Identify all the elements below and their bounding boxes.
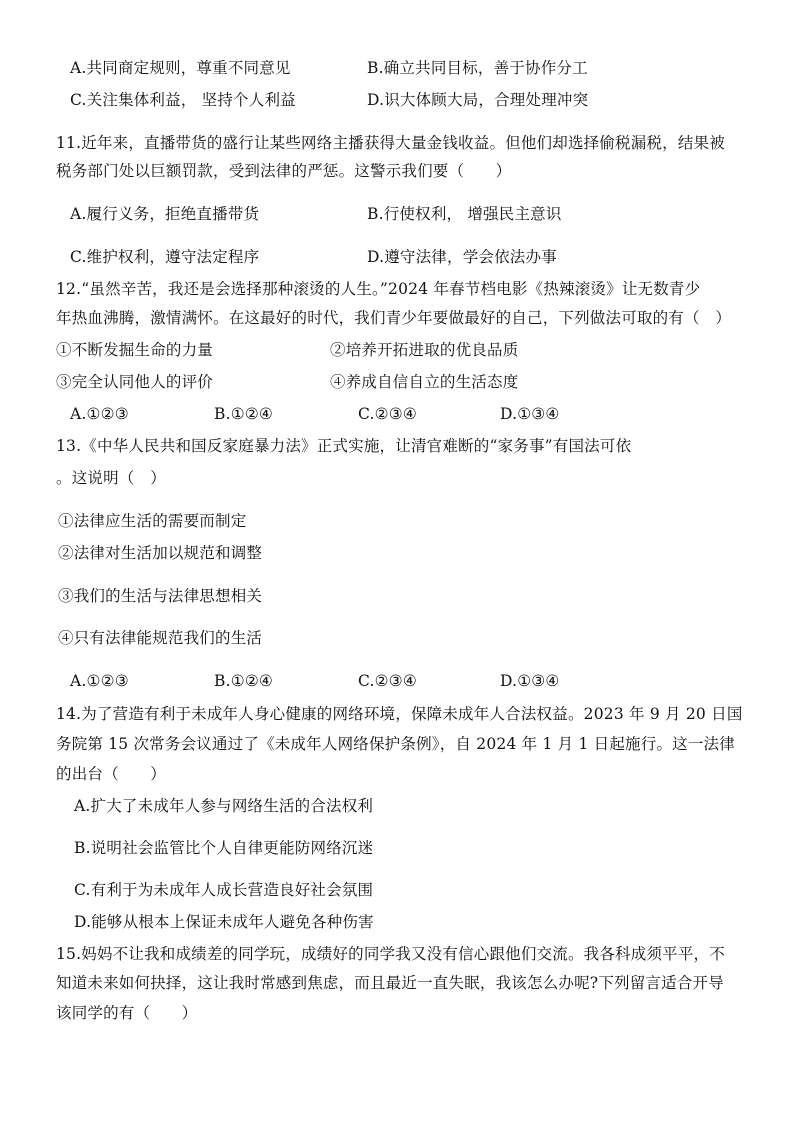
q13-option-d: D.①③④	[500, 672, 560, 690]
q13-statement-1: ①法律应生活的需要而制定	[58, 512, 247, 530]
q13-option-a: A.①②③	[70, 672, 129, 690]
q10-option-d: D.识大体顾大局，合理处理冲突	[367, 91, 589, 109]
q14-option-d: D.能够从根本上保证未成年人避免各种伤害	[74, 913, 374, 931]
q11-stem-line2: 税务部门处以巨额罚款，受到法律的严惩。这警示我们要（ ）	[56, 162, 512, 180]
q13-statement-2: ②法律对生活加以规范和调整	[58, 544, 263, 562]
q12-option-b: B.①②④	[214, 405, 274, 423]
q10-option-b: B.确立共同目标，善于协作分工	[367, 59, 588, 77]
q11-stem-line1: 11.近年来，直播带货的盛行让某些网络主播获得大量金钱收益。但他们却选择偷税漏税，结果被	[56, 134, 725, 152]
q10-option-c: C.关注集体利益， 坚持个人利益	[70, 91, 296, 109]
q14-stem-line2: 务院第 15 次常务会议通过了《未成年人网络保护条例》，自 2024 年 1 月 1 日起施行。这一法律	[56, 735, 735, 753]
q15-stem-line3: 该同学的有（ ）	[56, 1004, 198, 1022]
q13-option-c: C.②③④	[358, 672, 417, 690]
q11-option-c: C.维护权利，遵守法定程序	[70, 248, 260, 266]
q12-statement-3: ③完全认同他人的评价	[56, 373, 214, 391]
q12-option-d: D.①③④	[500, 405, 560, 423]
q11-option-a: A.履行义务，拒绝直播带货	[70, 205, 260, 223]
q14-option-b: B.说明社会监管比个人自律更能防网络沉迷	[74, 839, 374, 857]
q13-option-b: B.①②④	[214, 672, 274, 690]
q14-stem-line3: 的出台（ ）	[56, 765, 166, 783]
q12-option-a: A.①②③	[70, 405, 129, 423]
q12-statement-4: ④养成自信自立的生活态度	[330, 373, 519, 391]
q13-stem-line2: 。这说明（ ）	[56, 469, 166, 487]
q12-statement-2: ②培养开拓进取的优良品质	[330, 341, 519, 359]
q11-option-b: B.行使权利， 增强民主意识	[367, 205, 562, 223]
q15-stem-line1: 15.妈妈不让我和成绩差的同学玩，成绩好的同学我又没有信心跟他们交流。我各科成须平平，不	[56, 945, 725, 963]
q14-stem-line1: 14.为了营造有利于未成年人身心健康的网络环境，保障未成年人合法权益。2023 年 9 月 20 日国	[56, 705, 743, 723]
q12-option-c: C.②③④	[358, 405, 417, 423]
q10-option-a: A.共同商定规则，尊重不同意见	[70, 59, 291, 77]
q12-statement-1: ①不断发掘生命的力量	[56, 341, 214, 359]
q13-statement-4: ④只有法律能规范我们的生活	[58, 629, 263, 647]
q12-stem-line2: 年热血沸腾，激情满怀。在这最好的时代，我们青少年要做最好的自己，下列做法可取的有（ ）	[56, 309, 732, 327]
q11-option-d: D.遵守法律，学会依法办事	[367, 248, 557, 266]
q14-option-c: C.有利于为未成年人成长营造良好社会氛围	[74, 881, 374, 899]
q14-option-a: A.扩大了未成年人参与网络生活的合法权利	[74, 797, 374, 815]
q13-statement-3: ③我们的生活与法律思想相关	[58, 587, 263, 605]
q12-stem-line1: 12.“虽然辛苦，我还是会选择那种滚烫的人生。”2024 年春节档电影《热辣滚烫》让无数青少	[56, 280, 701, 298]
q13-stem-line1: 13.《中华人民共和国反家庭暴力法》正式实施，让清官难断的“家务事”有国法可依	[56, 437, 632, 455]
q15-stem-line2: 知道未来如何抉择，这让我时常感到焦虑，而且最近一直失眠，我该怎么办呢?下列留言适合开导	[56, 974, 724, 992]
